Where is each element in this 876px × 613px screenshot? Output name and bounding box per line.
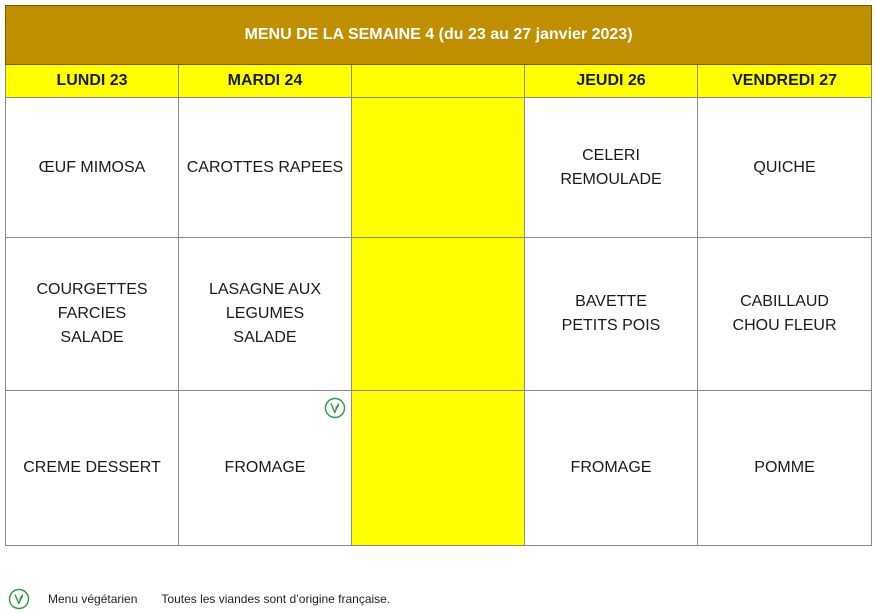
menu-cell — [6, 238, 179, 391]
menu-cell — [179, 391, 352, 546]
origin-note: Toutes les viandes sont d’origine française. — [161, 592, 391, 606]
dish-text: POMME — [754, 459, 815, 476]
dish-text: LASAGNE AUX LEGUMES SALADE — [208, 281, 322, 346]
menu-title: MENU DE LA SEMAINE 4 (du 23 au 27 janvier 2023) — [6, 6, 872, 65]
menu-cell — [6, 391, 179, 546]
menu-cell — [698, 98, 872, 238]
vegetarian-icon — [8, 588, 30, 610]
menu-cell — [525, 391, 698, 546]
dish-text: CREME DESSERT — [23, 459, 161, 476]
dish-text: CAROTTES RAPEES — [186, 158, 344, 176]
vegetarian-legend-label: Menu végétarien — [48, 592, 138, 606]
day-header-friday: VENDREDI 27 — [698, 65, 872, 98]
dish-text: FROMAGE — [570, 459, 652, 476]
footer-legend — [8, 586, 390, 612]
dish-text: CELERI REMOULADE — [560, 146, 662, 188]
day-header-tuesday: MARDI 24 — [179, 65, 352, 98]
dish-text: QUICHE — [753, 158, 816, 176]
table-row — [6, 238, 872, 391]
menu-cell — [179, 98, 352, 238]
menu-cell — [698, 238, 872, 391]
menu-cell — [525, 238, 698, 391]
dish-text: FROMAGE — [224, 459, 306, 476]
table-row — [6, 98, 872, 238]
dish-text: CABILLAUD CHOU FLEUR — [732, 293, 837, 334]
dish-text: ŒUF MIMOSA — [38, 158, 146, 176]
menu-cell — [6, 98, 179, 238]
menu-cell-empty — [352, 238, 525, 391]
day-header-monday: LUNDI 23 — [6, 65, 179, 98]
vegetarian-icon — [324, 397, 346, 419]
menu-cell-empty — [352, 391, 525, 546]
table-row — [6, 391, 872, 546]
day-header-wednesday — [352, 65, 525, 98]
day-header-thursday: JEUDI 26 — [525, 65, 698, 98]
menu-cell — [698, 391, 872, 546]
dish-text: BAVETTE PETITS POIS — [561, 293, 661, 334]
menu-cell — [179, 238, 352, 391]
dish-text: COURGETTES FARCIES SALADE — [36, 281, 148, 346]
menu-cell — [525, 98, 698, 238]
menu-table — [5, 5, 872, 546]
menu-cell-empty — [352, 98, 525, 238]
